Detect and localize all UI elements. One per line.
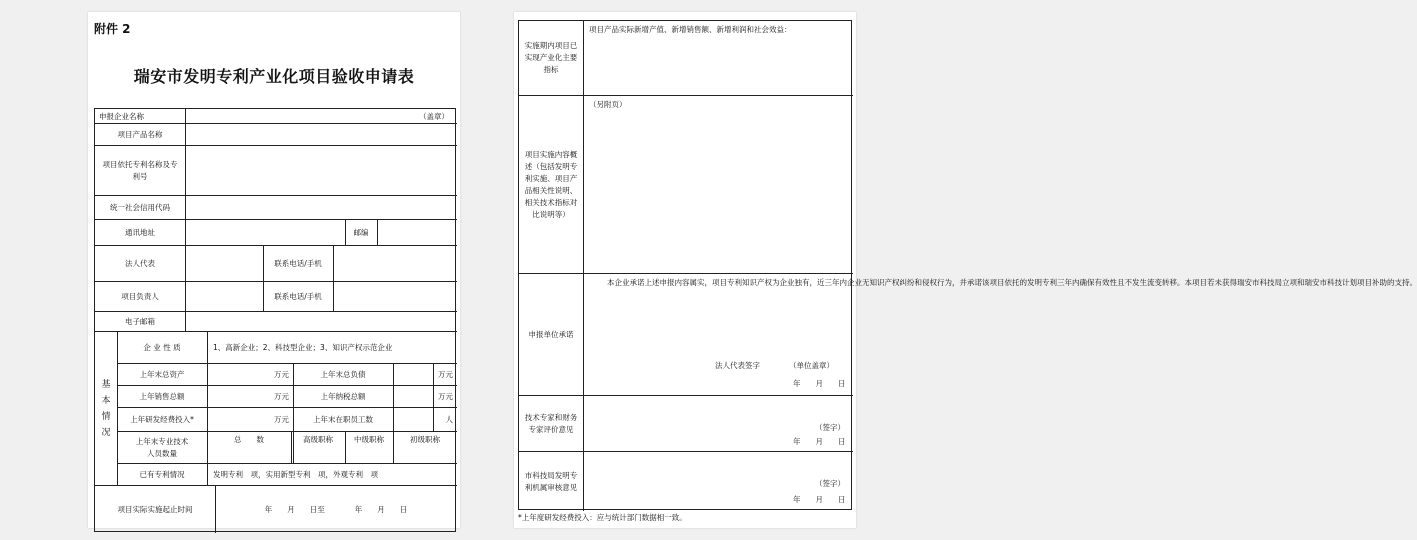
rd-investment-label: 上年研发经费投入* bbox=[130, 414, 194, 424]
patent-name-label: 项目依托专利名称及专利号 bbox=[102, 159, 178, 181]
application-form-table-continued bbox=[518, 20, 1417, 510]
contact-phone-label-2: 联系电话/手机 bbox=[274, 291, 322, 301]
expert-opinion-label: 技术专家和财务专家评价意见 bbox=[524, 412, 578, 434]
sales-total-label: 上年销售总额 bbox=[139, 391, 185, 401]
tech-staff-total-label: 总 数 bbox=[234, 435, 264, 444]
employees-unit: 人 bbox=[445, 414, 453, 424]
product-name-label: 项目产品名称 bbox=[117, 129, 163, 139]
total-assets-unit: 万元 bbox=[274, 369, 289, 379]
commitment-date: 年 月 日 bbox=[793, 379, 846, 388]
middle-title-label: 中级职称 bbox=[354, 435, 384, 444]
rd-investment-unit: 万元 bbox=[274, 414, 289, 424]
document-title: 瑞安市发明专利产业化项目验收申请表 bbox=[133, 67, 415, 86]
total-liabilities-label: 上年末总负债 bbox=[320, 369, 366, 379]
form-page-left bbox=[88, 12, 460, 528]
seal-note: （盖章） bbox=[419, 111, 449, 121]
commitment-text: 本企业承诺上述申报内容属实，项目专利知识产权为企业独有，近三年内企业无知识产权纠纷和侵权行为，并承诺该项目依托的发明专利三年内确保有效性且不发生流变转移。本项目若未获得瑞安市科技局立项和瑞安市科技计划项目补助的支持。 bbox=[607, 278, 1417, 287]
tax-total-label: 上年纳税总额 bbox=[320, 391, 366, 401]
attachment-label: 附件 2 bbox=[94, 22, 131, 36]
achievements-label: 实施期内项目已实现产业化主要指标 bbox=[524, 41, 578, 74]
address-label: 通讯地址 bbox=[125, 227, 155, 237]
company-name-label: 申报企业名称 bbox=[99, 111, 144, 121]
implementation-period-label: 项目实际实施起止时间 bbox=[117, 504, 193, 514]
company-nature-label: 企 业 性 质 bbox=[143, 342, 181, 352]
patents-text: 发明专利 项，实用新型专利 项，外观专利 项 bbox=[213, 469, 378, 479]
junior-title-label: 初级职称 bbox=[410, 435, 440, 444]
tax-total-unit: 万元 bbox=[438, 391, 453, 401]
project-leader-label: 项目负责人 bbox=[121, 291, 159, 301]
total-assets-label: 上年末总资产 bbox=[139, 369, 185, 379]
contact-phone-label-1: 联系电话/手机 bbox=[274, 258, 322, 268]
tech-staff-label: 上年末专业技术 人员数量 bbox=[135, 436, 189, 458]
legal-rep-label: 法人代表 bbox=[125, 258, 155, 268]
total-liabilities-unit: 万元 bbox=[438, 369, 453, 379]
email-label: 电子邮箱 bbox=[125, 316, 155, 326]
form-page-right bbox=[514, 12, 1417, 528]
unit-seal-label: （单位盖章） bbox=[789, 361, 834, 370]
basic-info-section-label: 基本情况 bbox=[101, 379, 111, 438]
bureau-signature-mark: （签字） bbox=[815, 479, 845, 488]
company-nature-options: 1、高新企业；2、科技型企业；3、知识产权示范企业 bbox=[213, 342, 393, 352]
bureau-opinion-label: 市科技局发明专利机属审核意见 bbox=[524, 470, 578, 492]
expert-date: 年 月 日 bbox=[793, 437, 846, 446]
footnote: *上年度研发经费投入：应与统计部门数据相一致。 bbox=[518, 513, 687, 522]
content-summary-label: 项目实施内容概述（包括发明专利实施、项目产品相关性说明、相关技术指标对比说明等） bbox=[524, 149, 578, 219]
sales-total-unit: 万元 bbox=[274, 391, 289, 401]
senior-title-label: 高级职称 bbox=[303, 435, 333, 444]
achievements-text: 项目产品实际新增产值、新增销售额、新增利润和社会效益： bbox=[589, 25, 792, 34]
legal-rep-signature-label: 法人代表签字 bbox=[715, 361, 760, 370]
patents-label: 已有专利情况 bbox=[139, 469, 185, 479]
expert-signature-mark: （签字） bbox=[815, 423, 845, 432]
employees-label: 上年末在职员工数 bbox=[313, 414, 373, 424]
commitment-label: 申报单位承诺 bbox=[528, 329, 574, 339]
bureau-date: 年 月 日 bbox=[793, 495, 846, 504]
credit-code-label: 统一社会信用代码 bbox=[110, 202, 170, 212]
implementation-period-dates: 年 月 日至 年 月 日 bbox=[264, 504, 408, 514]
postcode-label: 邮编 bbox=[353, 227, 369, 237]
content-attachment-note: （另附页） bbox=[589, 100, 627, 109]
application-form-table bbox=[94, 108, 456, 532]
